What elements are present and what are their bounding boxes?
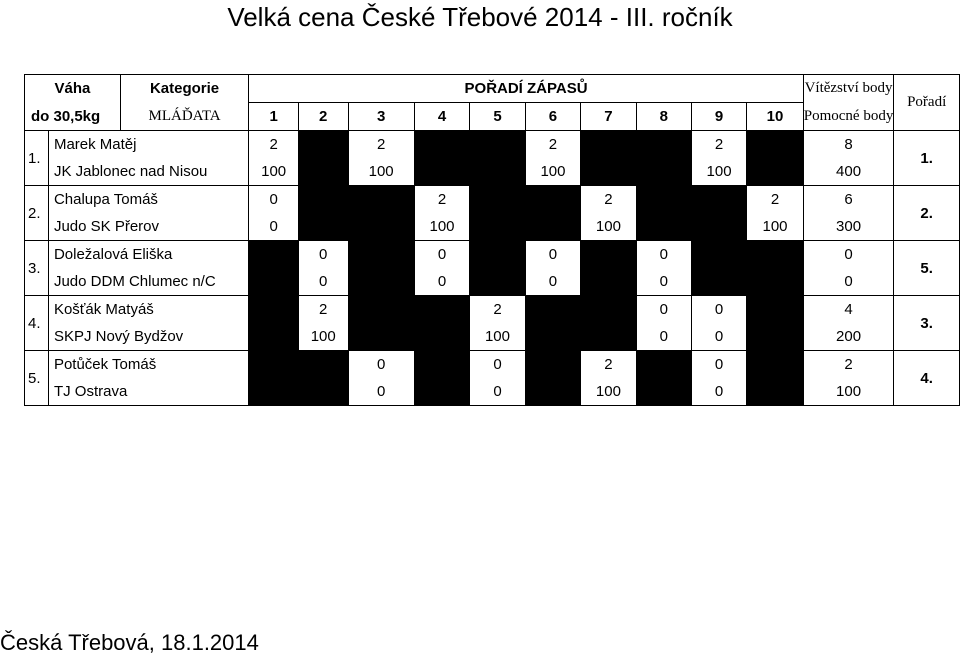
match-aux-score: 0 (691, 378, 746, 406)
competitor-name: Potůček Tomáš (48, 351, 248, 379)
blocked-cell (348, 241, 414, 269)
win-points: 4 (803, 296, 894, 324)
match-number: 4 (414, 103, 469, 131)
win-points: 8 (803, 131, 894, 159)
match-number: 7 (581, 103, 636, 131)
blocked-cell (470, 131, 525, 159)
blocked-cell (470, 241, 525, 269)
final-rank: 5. (894, 241, 960, 296)
competitor-row (25, 241, 960, 269)
blocked-cell (581, 241, 636, 269)
aux-points: 400 (803, 158, 894, 186)
blocked-cell (470, 158, 525, 186)
blocked-cell (525, 351, 580, 379)
blocked-cell (249, 351, 299, 379)
match-score: 0 (691, 296, 746, 324)
blocked-cell (747, 131, 803, 159)
match-number: 5 (470, 103, 525, 131)
blocked-cell (348, 268, 414, 296)
blocked-cell (636, 186, 691, 214)
blocked-cell (747, 296, 803, 324)
blocked-cell (691, 241, 746, 269)
blocked-cell (691, 268, 746, 296)
match-aux-score: 100 (691, 158, 746, 186)
match-score: 2 (298, 296, 348, 324)
match-aux-score: 100 (414, 213, 469, 241)
match-aux-score: 0 (348, 378, 414, 406)
match-score: 2 (249, 131, 299, 159)
aux-points-header: Pomocné body (803, 103, 894, 131)
match-aux-score: 0 (525, 268, 580, 296)
competitor-club: Judo DDM Chlumec n/C (48, 268, 248, 296)
blocked-cell (581, 268, 636, 296)
match-score: 0 (348, 351, 414, 379)
match-score: 0 (414, 241, 469, 269)
competitor-name: Košťák Matyáš (48, 296, 248, 324)
win-points: 0 (803, 241, 894, 269)
aux-points: 100 (803, 378, 894, 406)
rank-header: Pořadí (894, 75, 960, 131)
match-aux-score: 100 (581, 213, 636, 241)
blocked-cell (525, 323, 580, 351)
match-aux-score: 100 (470, 323, 525, 351)
final-rank: 3. (894, 296, 960, 351)
competitor-row-club (25, 378, 960, 406)
blocked-cell (414, 131, 469, 159)
match-aux-score: 0 (249, 213, 299, 241)
match-aux-score: 0 (636, 323, 691, 351)
blocked-cell (298, 186, 348, 214)
blocked-cell (249, 378, 299, 406)
blocked-cell (747, 378, 803, 406)
blocked-cell (298, 158, 348, 186)
match-score: 0 (470, 351, 525, 379)
blocked-cell (525, 186, 580, 214)
match-score: 0 (636, 296, 691, 324)
competitor-club: TJ Ostrava (48, 378, 248, 406)
seed-number: 3. (25, 241, 49, 296)
match-aux-score: 100 (298, 323, 348, 351)
blocked-cell (747, 241, 803, 269)
match-aux-score: 100 (581, 378, 636, 406)
footer-place-date: Česká Třebová, 18.1.2014 (0, 630, 259, 655)
blocked-cell (747, 351, 803, 379)
competitor-club: SKPJ Nový Bydžov (48, 323, 248, 351)
weight-header: Váha (25, 75, 121, 103)
blocked-cell (525, 296, 580, 324)
competitor-club: Judo SK Přerov (48, 213, 248, 241)
match-aux-score: 0 (470, 378, 525, 406)
aux-points: 200 (803, 323, 894, 351)
match-score: 2 (414, 186, 469, 214)
match-score: 0 (525, 241, 580, 269)
blocked-cell (525, 213, 580, 241)
match-number: 3 (348, 103, 414, 131)
category-value: MLÁĎATA (120, 103, 249, 131)
seed-number: 1. (25, 131, 49, 186)
match-score: 2 (747, 186, 803, 214)
competitor-name: Chalupa Tomáš (48, 186, 248, 214)
blocked-cell (581, 131, 636, 159)
blocked-cell (581, 158, 636, 186)
match-score: 0 (298, 241, 348, 269)
blocked-cell (747, 158, 803, 186)
match-score: 2 (525, 131, 580, 159)
final-rank: 2. (894, 186, 960, 241)
competitor-row-club (25, 268, 960, 296)
match-score: 2 (581, 351, 636, 379)
match-score: 0 (636, 241, 691, 269)
competitor-row (25, 351, 960, 379)
blocked-cell (348, 323, 414, 351)
blocked-cell (691, 186, 746, 214)
blocked-cell (348, 186, 414, 214)
match-aux-score: 0 (298, 268, 348, 296)
blocked-cell (348, 213, 414, 241)
blocked-cell (298, 351, 348, 379)
competitor-row-club (25, 323, 960, 351)
competitor-row (25, 296, 960, 324)
blocked-cell (636, 158, 691, 186)
final-rank: 4. (894, 351, 960, 406)
match-score: 2 (470, 296, 525, 324)
blocked-cell (470, 186, 525, 214)
match-number: 9 (691, 103, 746, 131)
competitor-row-club (25, 213, 960, 241)
match-number: 1 (249, 103, 299, 131)
blocked-cell (414, 351, 469, 379)
seed-number: 4. (25, 296, 49, 351)
results-table (24, 74, 960, 406)
blocked-cell (414, 323, 469, 351)
header-row-1 (25, 75, 960, 103)
category-header: Kategorie (120, 75, 249, 103)
blocked-cell (249, 241, 299, 269)
match-score: 0 (249, 186, 299, 214)
match-aux-score: 100 (525, 158, 580, 186)
blocked-cell (691, 213, 746, 241)
match-number: 8 (636, 103, 691, 131)
match-number: 10 (747, 103, 803, 131)
match-aux-score: 100 (747, 213, 803, 241)
win-points: 6 (803, 186, 894, 214)
win-points: 2 (803, 351, 894, 379)
blocked-cell (747, 323, 803, 351)
blocked-cell (249, 323, 299, 351)
match-score: 2 (581, 186, 636, 214)
match-aux-score: 0 (636, 268, 691, 296)
competitor-name: Doležalová Eliška (48, 241, 248, 269)
match-aux-score: 100 (249, 158, 299, 186)
blocked-cell (414, 158, 469, 186)
match-number: 6 (525, 103, 580, 131)
aux-points: 300 (803, 213, 894, 241)
blocked-cell (470, 213, 525, 241)
page-title: Velká cena České Třebové 2014 - III. ročník (227, 2, 733, 32)
competitor-row-club (25, 158, 960, 186)
blocked-cell (298, 213, 348, 241)
blocked-cell (470, 268, 525, 296)
competitor-club: JK Jablonec nad Nisou (48, 158, 248, 186)
blocked-cell (636, 213, 691, 241)
blocked-cell (636, 351, 691, 379)
match-score: 2 (348, 131, 414, 159)
match-score: 0 (691, 351, 746, 379)
blocked-cell (747, 268, 803, 296)
seed-number: 2. (25, 186, 49, 241)
blocked-cell (414, 378, 469, 406)
blocked-cell (298, 131, 348, 159)
blocked-cell (581, 296, 636, 324)
competitor-name: Marek Matěj (48, 131, 248, 159)
blocked-cell (249, 268, 299, 296)
blocked-cell (249, 296, 299, 324)
competitor-row (25, 131, 960, 159)
match-number: 2 (298, 103, 348, 131)
blocked-cell (525, 378, 580, 406)
match-score: 2 (691, 131, 746, 159)
blocked-cell (636, 378, 691, 406)
match-aux-score: 100 (348, 158, 414, 186)
blocked-cell (636, 131, 691, 159)
weight-value: do 30,5kg (25, 103, 121, 131)
aux-points: 0 (803, 268, 894, 296)
blocked-cell (414, 296, 469, 324)
seed-number: 5. (25, 351, 49, 406)
win-points-header: Vítězství body (803, 75, 894, 103)
match-aux-score: 0 (414, 268, 469, 296)
final-rank: 1. (894, 131, 960, 186)
match-aux-score: 0 (691, 323, 746, 351)
blocked-cell (348, 296, 414, 324)
blocked-cell (298, 378, 348, 406)
blocked-cell (581, 323, 636, 351)
header-row-2 (25, 103, 960, 131)
match-order-header: POŘADÍ ZÁPASŮ (249, 75, 803, 103)
competitor-row (25, 186, 960, 214)
